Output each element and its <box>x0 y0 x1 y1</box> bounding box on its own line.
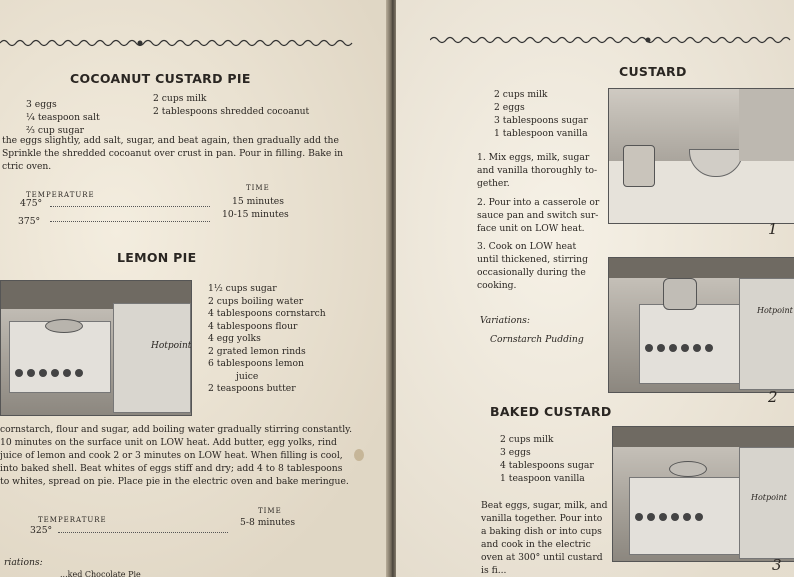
method-line: vanilla together. Pour into <box>481 513 603 524</box>
stove-brand-logo: Hotpoint <box>151 341 192 351</box>
baked-custard-title: BAKED CUSTARD <box>490 404 612 419</box>
step-line: until thickened, stirring <box>477 254 588 265</box>
method-line: ctric oven. <box>2 161 52 172</box>
method-line: the eggs slightly, add salt, sugar, and beat again, then gradually add the <box>2 135 339 146</box>
method-line: oven at 300° until custard <box>481 552 603 563</box>
dot-leader <box>50 206 210 207</box>
method-line: Beat eggs, sugar, milk, and <box>481 500 608 511</box>
ingredient: 6 tablespoons lemon <box>208 358 304 369</box>
ingredient: 4 tablespoons sugar <box>500 460 594 471</box>
ingredient: 2 teaspoons butter <box>208 383 296 394</box>
method-line: into baked shell. Beat whites of eggs stiff and dry; add 4 to 8 tablespoons <box>0 463 343 474</box>
cocoanut-ingredients-col-b <box>153 92 309 118</box>
ingredient: 1½ cups sugar <box>208 283 277 294</box>
ingredient: 2 tablespoons shredded cocoanut <box>153 106 310 117</box>
step-line: cooking. <box>477 280 517 291</box>
step-line: and vanilla thoroughly to- <box>477 165 598 176</box>
ingredient: 3 eggs <box>26 99 57 110</box>
time-value: 5-8 minutes <box>240 517 296 528</box>
step-line: 3. Cook on LOW heat <box>477 241 577 252</box>
decorative-border <box>430 35 794 45</box>
knobs <box>635 513 729 525</box>
left-page <box>0 0 388 577</box>
step-line: occasionally during the <box>477 267 586 278</box>
lemon-pie-title: LEMON PIE <box>117 250 197 265</box>
method-line: a baking dish or into cups <box>481 526 602 537</box>
decorative-border <box>0 38 360 48</box>
custard-step-3 <box>477 240 602 292</box>
ingredient: 3 eggs <box>500 447 531 458</box>
oven-photo <box>612 426 794 562</box>
stove-brand-logo: Hotpoint <box>751 493 787 502</box>
method-line: to whites, spread on pie. Place pie in the electric oven and bake meringue. <box>0 476 349 487</box>
variation-item: ...ked Chocolate Pie <box>60 570 141 577</box>
ingredient: juice <box>236 370 259 382</box>
variations-label: Variations: <box>480 315 530 326</box>
method-line: juice of lemon and cook 2 or 3 minutes on LOW heat. When filling is cool, <box>0 450 343 461</box>
ingredient: 4 egg yolks <box>208 333 261 344</box>
method-line: is fi... <box>481 565 507 576</box>
lemon-ingredients <box>208 283 326 396</box>
knobs <box>645 344 735 356</box>
variation-item: Cornstarch Pudding <box>490 334 584 345</box>
lemon-method <box>0 423 386 488</box>
ingredient: 2 cups milk <box>494 89 548 100</box>
step-line: 1. Mix eggs, milk, sugar <box>477 152 590 163</box>
temp-value: 375° <box>18 216 41 227</box>
ingredient: 4 tablespoons flour <box>208 320 298 332</box>
method-line: Sprinkle the shredded cocoanut over crust in pan. Pour in filling. Bake in <box>2 148 344 159</box>
custard-title: CUSTARD <box>619 64 687 79</box>
ingredient: 2 grated lemon rinds <box>208 345 306 357</box>
mixing-bowl-photo <box>608 88 794 224</box>
method-line: 10 minutes on the surface unit on LOW heat. Add butter, egg yolks, rind <box>0 437 337 448</box>
temperature-label: TEMPERATURE <box>38 516 107 524</box>
cocoanut-pie-title: COCOANUT CUSTARD PIE <box>70 71 251 86</box>
ingredient: ¼ teaspoon salt <box>26 112 100 123</box>
time-value: 10-15 minutes <box>222 209 289 220</box>
method-line: and cook in the electric <box>481 539 591 550</box>
cocoanut-ingredients-col-a <box>26 98 100 137</box>
figure-number: 1 <box>768 220 778 238</box>
step-line: face unit on LOW heat. <box>477 223 585 234</box>
time-value: 15 minutes <box>232 196 284 207</box>
figure-number: 2 <box>768 388 778 406</box>
custard-step-1 <box>477 151 602 190</box>
custard-step-2 <box>477 196 602 235</box>
ingredient: 2 cups milk <box>500 434 554 445</box>
ingredient: 2 cups boiling water <box>208 295 304 307</box>
baked-custard-method <box>481 499 609 577</box>
ingredient: ⅔ cup sugar <box>26 125 85 136</box>
ingredient: 4 tablespoons cornstarch <box>208 308 326 319</box>
right-page <box>396 0 794 577</box>
stove-brand-logo: Hotpoint <box>757 306 793 315</box>
time-label: TIME <box>258 507 282 515</box>
ingredient: 1 tablespoon vanilla <box>494 128 588 139</box>
temp-value: 325° <box>30 525 53 536</box>
page-stain <box>354 449 364 461</box>
custard-ingredients <box>494 88 588 140</box>
method-line: cornstarch, flour and sugar, add boiling water gradually stirring constantly. <box>0 424 353 435</box>
ingredient: 1 teaspoon vanilla <box>500 473 585 484</box>
step-line: gether. <box>477 178 510 189</box>
stove-photo <box>0 280 192 416</box>
dot-leader <box>50 221 210 222</box>
temperature-label: TEMPERATURE <box>26 191 95 199</box>
stove-saucepan-photo <box>608 257 794 393</box>
ingredient: 3 tablespoons sugar <box>494 115 588 126</box>
time-label: TIME <box>246 184 270 192</box>
temp-value: 475° <box>20 198 43 209</box>
ingredient: 2 eggs <box>494 102 525 113</box>
step-line: 2. Pour into a casserole or <box>477 197 600 208</box>
baked-custard-ingredients <box>500 433 594 485</box>
figure-number: 3 <box>772 556 782 574</box>
ingredient: 2 cups milk <box>153 93 207 104</box>
variations-label: riations: <box>4 557 43 568</box>
knobs <box>15 369 105 383</box>
dot-leader <box>58 532 228 533</box>
cocoanut-method <box>2 134 382 173</box>
step-line: sauce pan and switch sur- <box>477 210 599 221</box>
